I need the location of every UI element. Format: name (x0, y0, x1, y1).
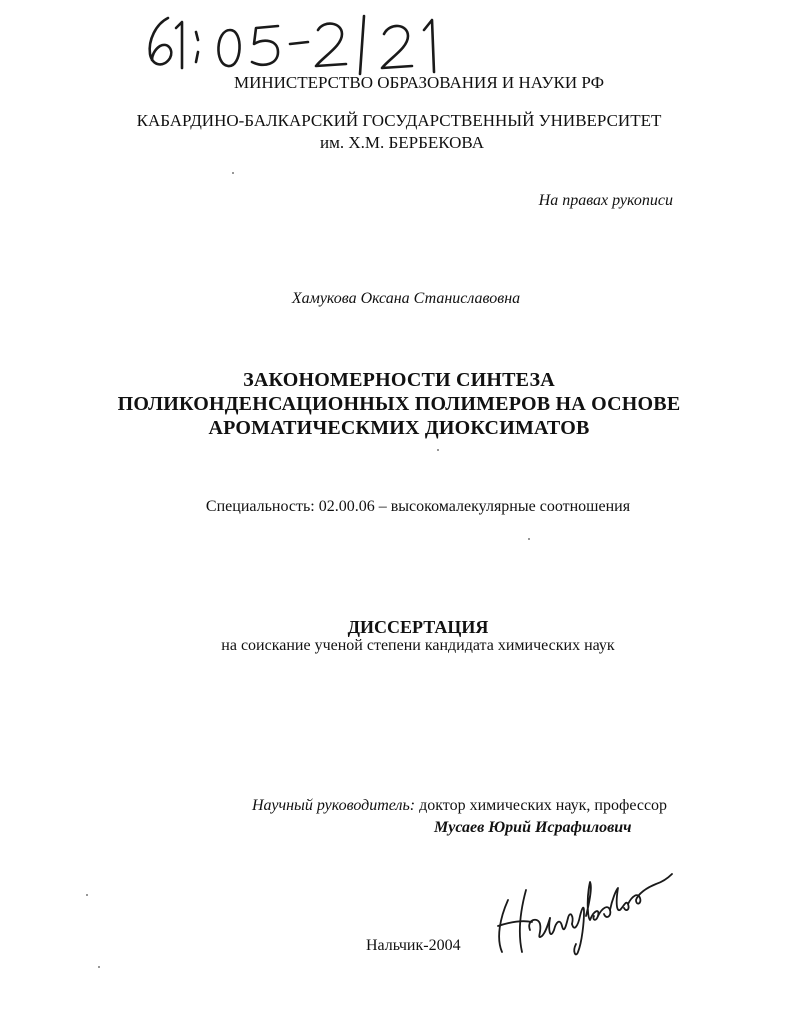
author-name: Хамукова Оксана Станиславовна (291, 290, 521, 307)
supervisor-role: Научный руководитель: (252, 797, 416, 814)
scan-speck (232, 172, 234, 174)
handwritten-archive-mark (138, 8, 488, 76)
scan-speck (437, 449, 439, 451)
author-signature (486, 860, 676, 960)
document-purpose: на соискание ученой степени кандидата химических наук (221, 637, 615, 654)
document-type: ДИССЕРТАЦИЯ (347, 617, 489, 637)
scan-speck (86, 894, 88, 896)
title-line-1: ЗАКОНОМЕРНОСТИ СИНТЕЗА (243, 369, 555, 391)
supervisor-line (252, 797, 667, 815)
university-header: КАБАРДИНО-БАЛКАРСКИЙ ГОСУДАРСТВЕННЫЙ УНИВЕРСИТЕТ (136, 111, 662, 130)
title-line-3: АРОМАТИЧЕСКМИХ ДИОКСИМАТОВ (208, 417, 590, 439)
title-line-2: ПОЛИКОНДЕНСАЦИОННЫХ ПОЛИМЕРОВ НА ОСНОВЕ (117, 393, 681, 415)
university-name: им. Х.М. БЕРБЕКОВА (320, 133, 484, 152)
ministry-header: МИНИСТЕРСТВО ОБРАЗОВАНИЯ И НАУКИ РФ (233, 73, 605, 92)
manuscript-note: На правах рукописи (538, 192, 673, 209)
scan-speck (528, 538, 530, 540)
specialty: Специальность: 02.00.06 – высокомалекулярные соотношения (205, 498, 631, 515)
city-year: Нальчик-2004 (366, 937, 461, 954)
supervisor-credentials: доктор химических наук, профессор (415, 797, 668, 814)
supervisor-name: Мусаев Юрий Исрафилович (434, 819, 632, 836)
scan-speck (98, 966, 100, 968)
